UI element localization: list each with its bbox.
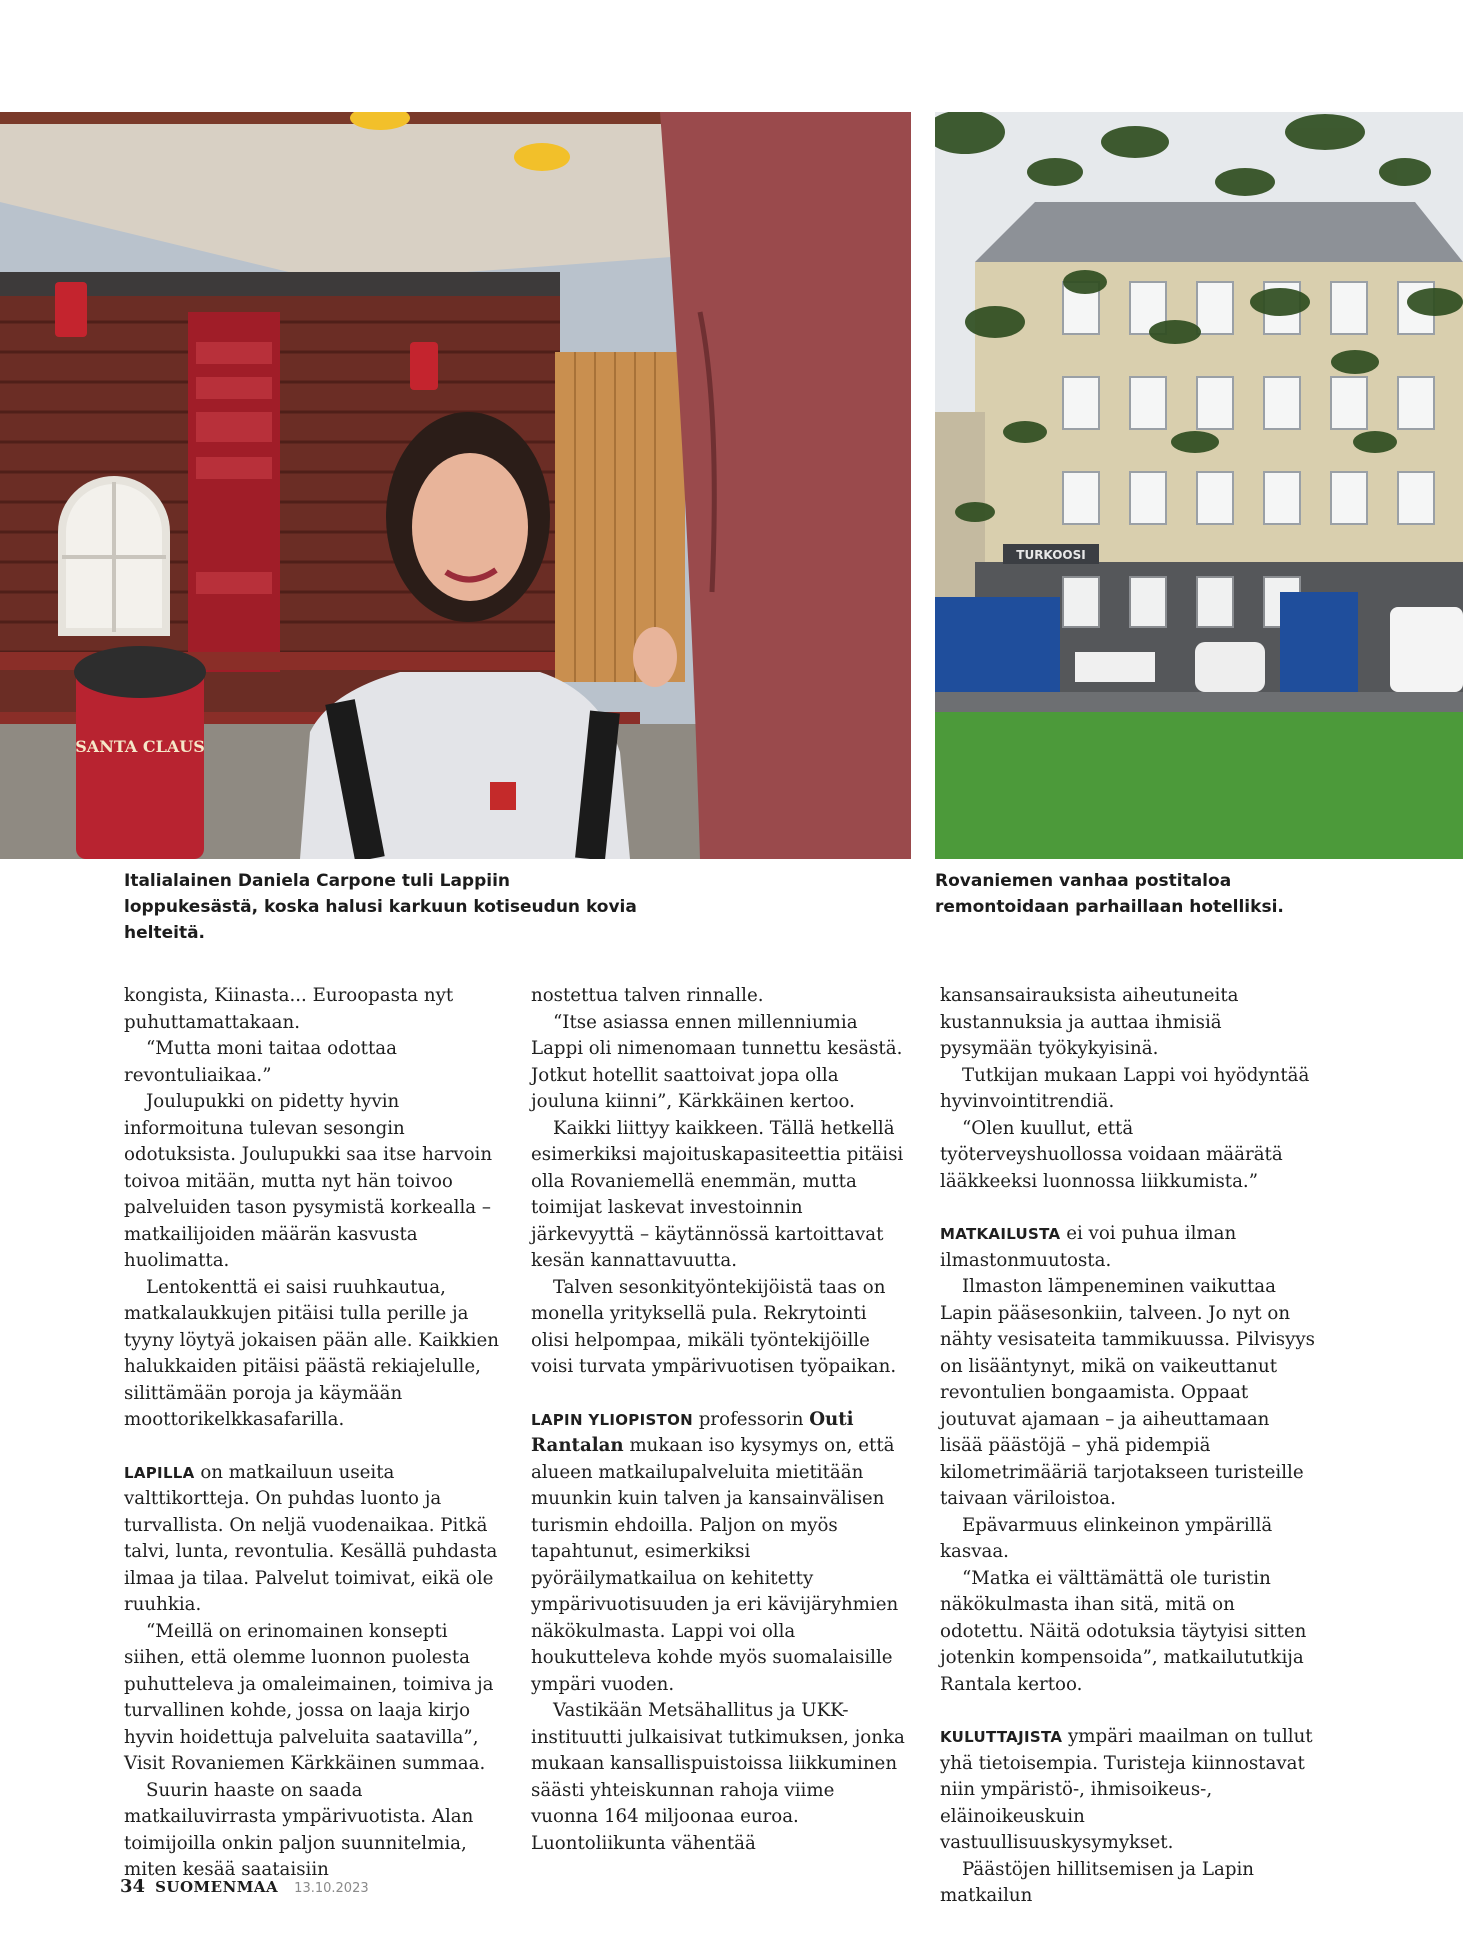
photo-daniela-carpone xyxy=(0,112,911,859)
paragraph-text: ei voi puhua ilman ilmastonmuutosta. xyxy=(940,1223,1237,1271)
photo-right-illustration xyxy=(935,112,1463,859)
building-sign-text: TURKOOSI xyxy=(1016,548,1086,562)
paragraph: “Matka ei välttämättä ole turistin näkökulmasta ihan sitä, mitä on odotettu. Näitä odotuksia täytyisi sitten jotenkin kompensoida”, matkailututkija Rantala kertoo. xyxy=(940,1567,1307,1695)
text-column-1 xyxy=(124,983,500,1884)
page-number: 34 xyxy=(120,1876,146,1897)
text-column-2 xyxy=(531,983,907,1857)
photo-caption-right: Rovaniemen vanhaa postitaloa remontoidaan parhaillaan hotelliksi. xyxy=(935,871,1284,917)
paragraph: Lentokenttä ei saisi ruuhkautua, matkalaukkujen pitäisi tulla perille ja tyyny löytyä jokaisen pään alle. Kaikkien halukkaiden pitäisi päästä rekiajelulle, silittämään poroja ja käymään moottorikelkkasafarilla. xyxy=(124,1276,499,1430)
paragraph: “Mutta moni taitaa odottaa revontuliaikaa.” xyxy=(124,1038,397,1086)
paragraph-text: professorin xyxy=(693,1408,810,1430)
lead-in-word: LAPIN YLIOPISTON xyxy=(531,1410,693,1429)
paragraph: Joulupukki on pidetty hyvin informoituna tulevan sesongin odotuksista. Joulupukki saa itse harvoin toivoa mitään, mutta nyt hän toivoo palveluiden tason pysymistä korkealla – matkailijoiden määrän kasvusta huolimatta. xyxy=(124,1091,493,1271)
paragraph: kansansairauksista aiheutuneita kustannuksia ja auttaa ihmisiä pysymään työkykyisinä. xyxy=(940,985,1239,1059)
paragraph: “Itse asiassa ennen millenniumia Lappi oli nimenomaan tunnettu kesästä. Jotkut hotellit saattoivat jopa olla jouluna kiinni”, Kärkkäinen kertoo. xyxy=(531,1011,903,1112)
paragraph-text: on matkailuun useita valttikortteja. On puhdas luonto ja turvallista. On neljä vuodenaikaa. Pitkä talvi, lunta, revontulia. Kesällä puhdasta ilmaa ja tilaa. Palvelut toimivat, eikä ole ruuhkia. xyxy=(124,1461,498,1615)
paragraph: Epävarmuus elinkeinon ympärillä kasvaa. xyxy=(940,1514,1273,1562)
paragraph: Kaikki liittyy kaikkeen. Tällä hetkellä esimerkiksi majoituskapasiteettia pitäisi olla Rovaniemellä enemmän, mutta toimijat laskevat investoinnin järkevyyttä – käytännössä kartoittavat kesän kannattavuutta. xyxy=(531,1117,904,1271)
photo-left-illustration xyxy=(0,112,911,859)
person-name: Outi Rantalan xyxy=(531,1408,854,1456)
magazine-name: SUOMENMAA xyxy=(155,1878,279,1896)
paragraph: “Olen kuullut, että työterveyshuollossa voidaan määrätä lääkkeeksi luonnossa liikkumista.” xyxy=(940,1117,1283,1192)
lead-in-word: LAPILLA xyxy=(124,1463,195,1482)
paragraph xyxy=(531,1407,907,1699)
paragraph-text: mukaan iso kysymys on, että alueen matkailupalveluita mietitään muunkin kuin talven ja kansainvälisen turismin ehdoilla. Paljon on myös tapahtunut, esimerkiksi pyöräilymatkailua on kehitetty ympärivuotisuuden ja eri kävijäryhmien näkökulmasta. Lappi voi olla houkutteleva kohde myös suomalaisille ympäri vuoden. xyxy=(531,1435,899,1695)
photo-caption-left: Italialainen Daniela Carpone tuli Lappiin loppukesästä, koska halusi karkuun kotiseudun kovia helteitä. xyxy=(124,871,637,943)
paragraph: Suurin haaste on saada matkailuvirrasta ympärivuotista. Alan toimijoilla onkin paljon suunnitelmia, miten kesää saataisiin xyxy=(124,1779,474,1880)
paragraph: Päästöjen hillitsemisen ja Lapin matkailun xyxy=(940,1858,1254,1906)
paragraph: Vastikään Metsähallitus ja UKK-instituutti julkaisivat tutkimuksen, jonka mukaan kansallispuistoissa liikkuminen säästi yhteiskunnan rahoja viime vuonna 164 miljoonaa euroa. Luontoliikunta vähentää xyxy=(531,1700,905,1854)
paragraph xyxy=(124,1460,500,1619)
paragraph xyxy=(940,1724,1316,1857)
lead-in-word: MATKAILUSTA xyxy=(940,1225,1061,1243)
paragraph: kongista, Kiinasta... Euroopasta nyt puhuttamattakaan. xyxy=(124,985,454,1033)
paragraph-text: ympäri maailman on tullut yhä tietoisempia. Turisteja kiinnostavat niin ympäristö-, ihmisoikeus-, eläinoikeuskuin vastuullisuuskysymykset. xyxy=(940,1726,1313,1853)
paragraph xyxy=(940,1221,1316,1274)
lead-in-word: KULUTTAJISTA xyxy=(940,1728,1063,1746)
photo-post-office-building xyxy=(935,112,1463,859)
paragraph: Talven sesonkityöntekijöistä taas on monella yrityksellä pula. Rekrytointi olisi helpompaa, mikäli työntekijöille voisi turvata ympärivuotisen työpaikan. xyxy=(531,1276,897,1377)
text-column-3 xyxy=(940,983,1316,1910)
paragraph: nostettua talven rinnalle. xyxy=(531,985,764,1006)
bin-sign-text: SANTA CLAUS xyxy=(75,737,205,756)
paragraph: Ilmaston lämpeneminen vaikuttaa Lapin pääsesonkiin, talveen. Jo nyt on nähty vesisateita tammikuussa. Pilvisyys on lisääntynyt, mikä on vaikeuttanut revontulien bongaamista. Oppaat joutuvat ajamaan – ja aiheuttamaan lisää päästöjä – yhä pidempiä kilometrimääriä tarjotakseen turisteille taivaan väriloistoa. xyxy=(940,1276,1315,1509)
issue-date: 13.10.2023 xyxy=(294,1881,369,1896)
paragraph: Tutkijan mukaan Lappi voi hyödyntää hyvinvointitrendiä. xyxy=(940,1064,1310,1112)
paragraph: “Meillä on erinomainen konsepti siihen, että olemme luonnon puolesta puhutteleva ja omaleimainen, toimiva ja turvallinen kohde, jossa on laaja kirjo hyvin hoidettuja palveluita saatavilla”, Visit Rovaniemen Kärkkäinen summaa. xyxy=(124,1620,494,1774)
page-footer xyxy=(120,1876,369,1897)
